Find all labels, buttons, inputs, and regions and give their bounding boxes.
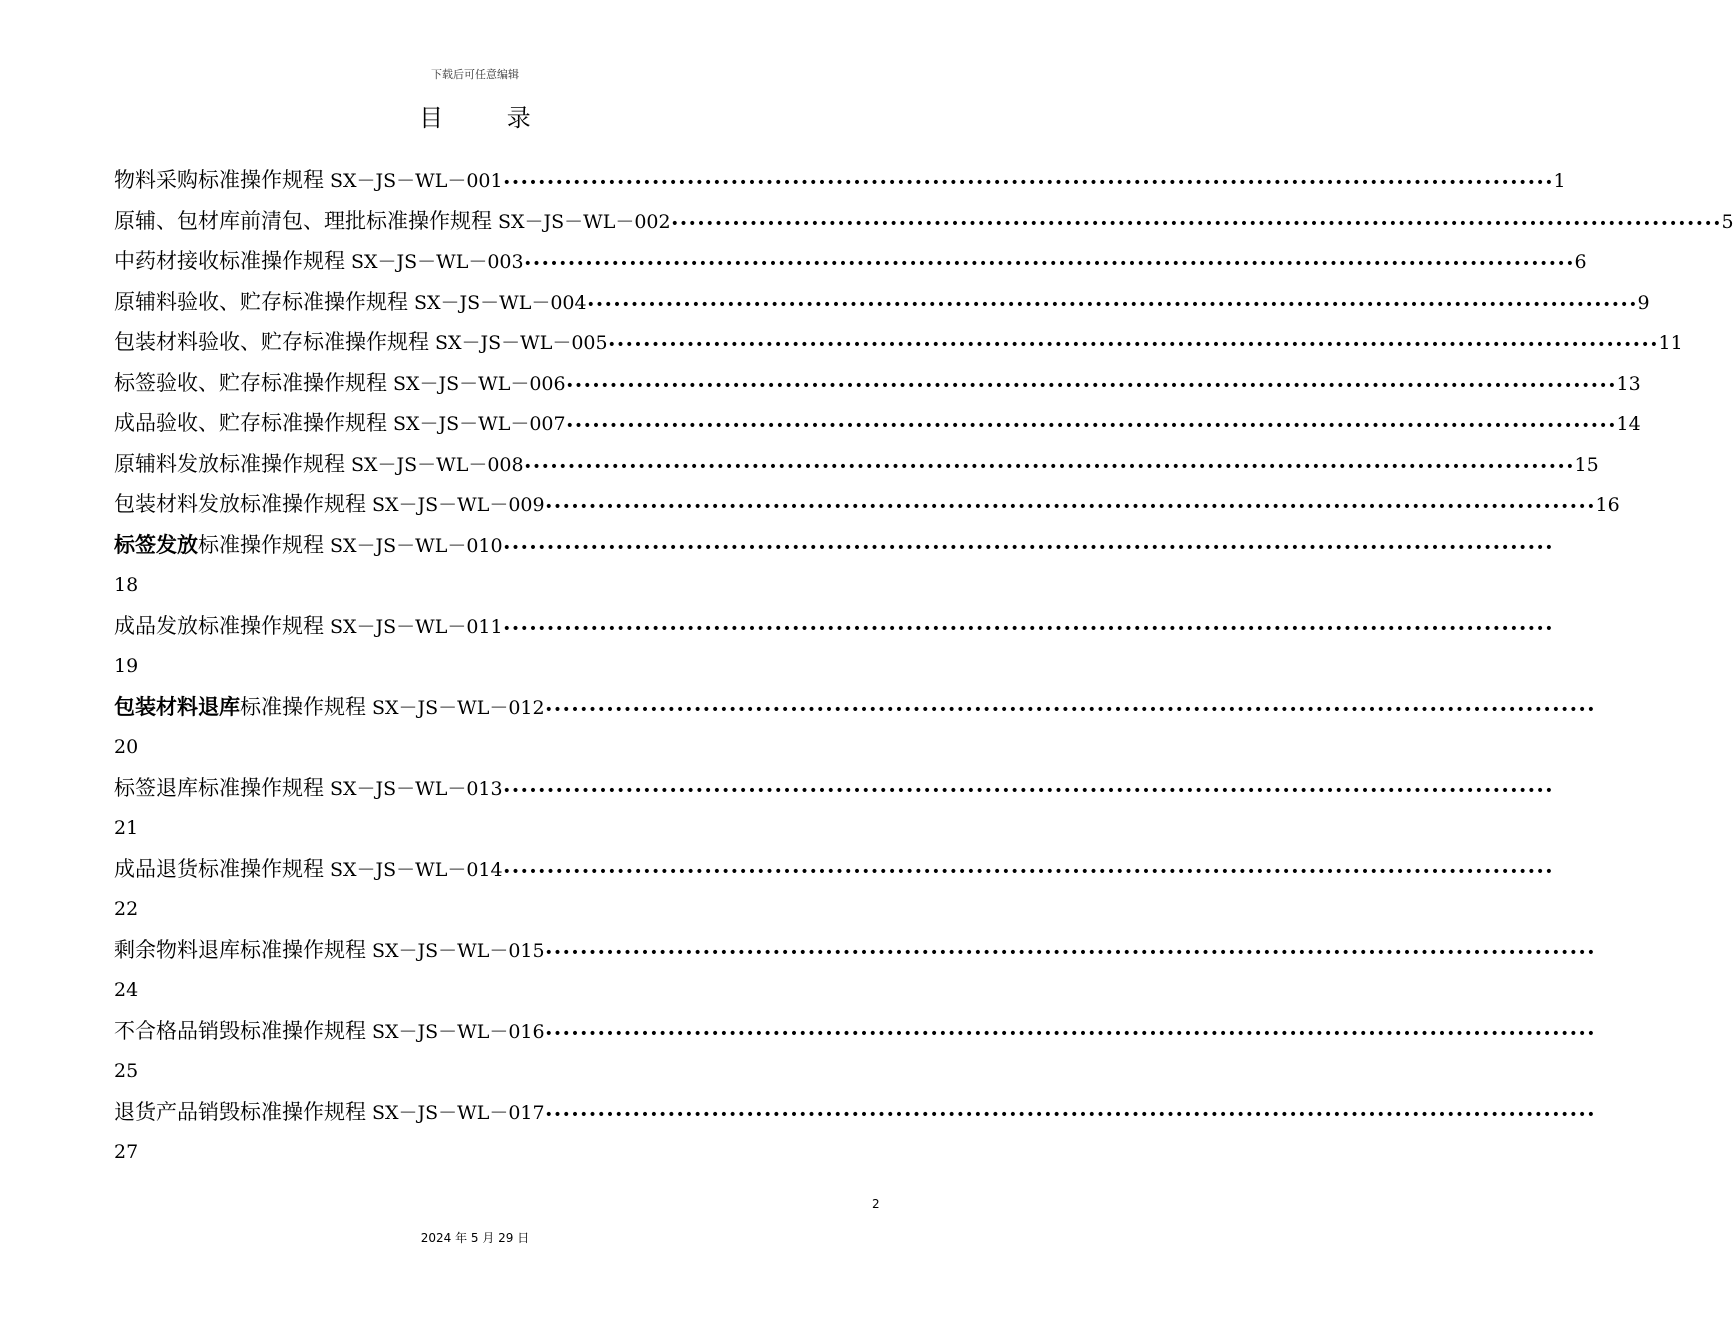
toc-entry-code: SX－JS－WL－010: [330, 534, 503, 557]
toc-entry-page: 20: [114, 736, 139, 758]
toc-entry[interactable]: [114, 160, 1566, 201]
toc-entry-page: 15: [1574, 453, 1599, 476]
toc-entry-page: 11: [1658, 332, 1683, 354]
page-number: 2: [872, 1197, 880, 1211]
toc-entry-code: SX－JS－WL－013: [330, 777, 503, 800]
toc-entry-page: 21: [114, 817, 139, 839]
toc-entry-bold-title: 标签发放: [114, 532, 198, 557]
footer-date: 2024 年 5 月 29 日: [420, 1231, 530, 1245]
toc-entry-page: 27: [114, 1141, 139, 1163]
toc-entry[interactable]: [114, 849, 1554, 890]
toc-entry-title: 标签验收、贮存标准操作规程: [114, 370, 387, 395]
page-title: 目 录: [419, 104, 559, 132]
toc-entry-title: 标准操作规程: [240, 694, 366, 719]
toc-leader-dots: ••••••••••••••••••••••••••••••••••••••••••••••••••••••••••••••••••••••••••••••••••••••••••••••••••••••••••••••••••••••••: [565, 418, 1617, 434]
toc-entry[interactable]: [114, 201, 1734, 242]
toc-entry[interactable]: [114, 403, 1641, 444]
toc-leader-dots: ••••••••••••••••••••••••••••••••••••••••••••••••••••••••••••••••••••••••••••••••••••••••••••••••••••••••••••••••••••••••: [670, 215, 1722, 232]
toc-entry-code: SX－JS－WL－006: [393, 372, 566, 395]
toc-entry-code: SX－JS－WL－004: [414, 291, 587, 314]
toc-entry[interactable]: [114, 484, 1620, 525]
toc-entry[interactable]: [114, 363, 1641, 404]
toc-entry-title: 剩余物料退库标准操作规程: [114, 937, 366, 962]
toc-entry-code: SX－JS－WL－008: [351, 453, 524, 476]
toc-leader-dots: ••••••••••••••••••••••••••••••••••••••••••••••••••••••••••••••••••••••••••••••••••••••••••••••••••••••••••••••••••••••••: [544, 1106, 1596, 1123]
toc-entry-title: 成品验收、贮存标准操作规程: [114, 411, 387, 435]
toc-entry-code: SX－JS－WL－011: [330, 615, 503, 638]
toc-entry-code: SX－JS－WL－015: [372, 939, 545, 962]
toc-leader-dots: ••••••••••••••••••••••••••••••••••••••••••••••••••••••••••••••••••••••••••••••••••••••••••••••••••••••••••••••••••••••••: [544, 1025, 1596, 1042]
toc-entry-title: 标签退库标准操作规程: [114, 775, 324, 800]
toc-entry-page: 6: [1574, 251, 1587, 273]
toc-leader-dots: ••••••••••••••••••••••••••••••••••••••••••••••••••••••••••••••••••••••••••••••••••••••••••••••••••••••••••••••••••••••••: [544, 701, 1596, 718]
toc-leader-dots: ••••••••••••••••••••••••••••••••••••••••••••••••••••••••••••••••••••••••••••••••••••••••••••••••••••••••••••••••••••••••: [544, 944, 1596, 961]
toc-entry-page: 25: [114, 1060, 139, 1082]
toc-leader-dots: ••••••••••••••••••••••••••••••••••••••••••••••••••••••••••••••••••••••••••••••••••••••••••••••••••••••••••••••••••••••••: [502, 620, 1554, 637]
toc-entry-title: 退货产品销毁标准操作规程: [114, 1099, 366, 1124]
table-of-contents: [114, 160, 1734, 1173]
toc-entry-code: SX－JS－WL－002: [498, 210, 671, 233]
toc-leader-dots: ••••••••••••••••••••••••••••••••••••••••••••••••••••••••••••••••••••••••••••••••••••••••••••••••••••••••••••••••••••••••: [565, 377, 1617, 394]
toc-entry-page: 19: [114, 655, 139, 677]
toc-entry-page: 18: [114, 574, 139, 596]
toc-entry-page: 14: [1616, 413, 1641, 435]
toc-entry[interactable]: [114, 444, 1599, 485]
toc-entry[interactable]: [114, 282, 1650, 323]
toc-entry[interactable]: [114, 606, 1554, 647]
toc-entry[interactable]: [114, 241, 1587, 282]
toc-entry-title: 成品退货标准操作规程: [114, 856, 324, 881]
toc-entry-page: 24: [114, 979, 139, 1001]
toc-entry-bold-title: 包装材料退库: [114, 694, 240, 719]
toc-entry-code: SX－JS－WL－005: [435, 332, 608, 354]
toc-leader-dots: ••••••••••••••••••••••••••••••••••••••••••••••••••••••••••••••••••••••••••••••••••••••••••••••••••••••••••••••••••••••••: [502, 863, 1554, 880]
toc-entry-page: 5: [1721, 210, 1734, 233]
toc-entry[interactable]: [114, 1092, 1596, 1133]
toc-entry-title: 成品发放标准操作规程: [114, 613, 324, 638]
toc-entry[interactable]: [114, 322, 1683, 363]
toc-entry-title: 原辅料验收、贮存标准操作规程: [114, 289, 408, 314]
toc-entry-title: 物料采购标准操作规程: [114, 168, 324, 192]
toc-entry-page: 13: [1616, 372, 1641, 395]
toc-entry-code: SX－JS－WL－001: [330, 170, 503, 192]
toc-entry-code: SX－JS－WL－007: [393, 413, 566, 435]
toc-entry-title: 包装材料发放标准操作规程: [114, 492, 366, 516]
toc-entry-title: 不合格品销毁标准操作规程: [114, 1018, 366, 1043]
toc-entry[interactable]: [114, 1011, 1596, 1052]
toc-entry-title: 标准操作规程: [198, 532, 324, 557]
toc-leader-dots: ••••••••••••••••••••••••••••••••••••••••••••••••••••••••••••••••••••••••••••••••••••••••••••••••••••••••••••••••••••••••: [544, 499, 1596, 515]
toc-entry-title: 原辅料发放标准操作规程: [114, 451, 345, 476]
toc-entry-code: SX－JS－WL－014: [330, 858, 503, 881]
toc-entry[interactable]: [114, 768, 1554, 809]
toc-entry-page: 1: [1553, 170, 1566, 192]
toc-leader-dots: ••••••••••••••••••••••••••••••••••••••••••••••••••••••••••••••••••••••••••••••••••••••••••••••••••••••••••••••••••••••••: [523, 256, 1575, 272]
toc-leader-dots: ••••••••••••••••••••••••••••••••••••••••••••••••••••••••••••••••••••••••••••••••••••••••••••••••••••••••••••••••••••••••: [502, 782, 1554, 799]
toc-entry-title: 包装材料验收、贮存标准操作规程: [114, 330, 429, 354]
toc-entry-code: SX－JS－WL－003: [351, 251, 524, 273]
toc-leader-dots: ••••••••••••••••••••••••••••••••••••••••••••••••••••••••••••••••••••••••••••••••••••••••••••••••••••••••••••••••••••••••: [523, 458, 1575, 475]
header-note: 下载后可任意编辑: [431, 68, 519, 81]
toc-entry-page: 9: [1637, 291, 1650, 314]
toc-leader-dots: ••••••••••••••••••••••••••••••••••••••••••••••••••••••••••••••••••••••••••••••••••••••••••••••••••••••••••••••••••••••••: [502, 175, 1554, 191]
toc-entry-title: 原辅、包材库前清包、理批标准操作规程: [114, 208, 492, 233]
toc-entry-title: 中药材接收标准操作规程: [114, 249, 345, 273]
toc-entry[interactable]: [114, 525, 1554, 566]
toc-leader-dots: ••••••••••••••••••••••••••••••••••••••••••••••••••••••••••••••••••••••••••••••••••••••••••••••••••••••••••••••••••••••••: [607, 337, 1659, 353]
toc-leader-dots: ••••••••••••••••••••••••••••••••••••••••••••••••••••••••••••••••••••••••••••••••••••••••••••••••••••••••••••••••••••••••: [502, 539, 1554, 556]
toc-entry-code: SX－JS－WL－016: [372, 1020, 545, 1043]
toc-leader-dots: ••••••••••••••••••••••••••••••••••••••••••••••••••••••••••••••••••••••••••••••••••••••••••••••••••••••••••••••••••••••••: [586, 296, 1638, 313]
toc-entry-page: 22: [114, 898, 139, 920]
toc-entry-code: SX－JS－WL－012: [372, 696, 545, 719]
toc-entry[interactable]: [114, 930, 1596, 971]
toc-entry-page: 16: [1595, 494, 1620, 516]
toc-entry-code: SX－JS－WL－009: [372, 494, 545, 516]
toc-entry[interactable]: [114, 687, 1596, 728]
toc-entry-code: SX－JS－WL－017: [372, 1101, 545, 1124]
